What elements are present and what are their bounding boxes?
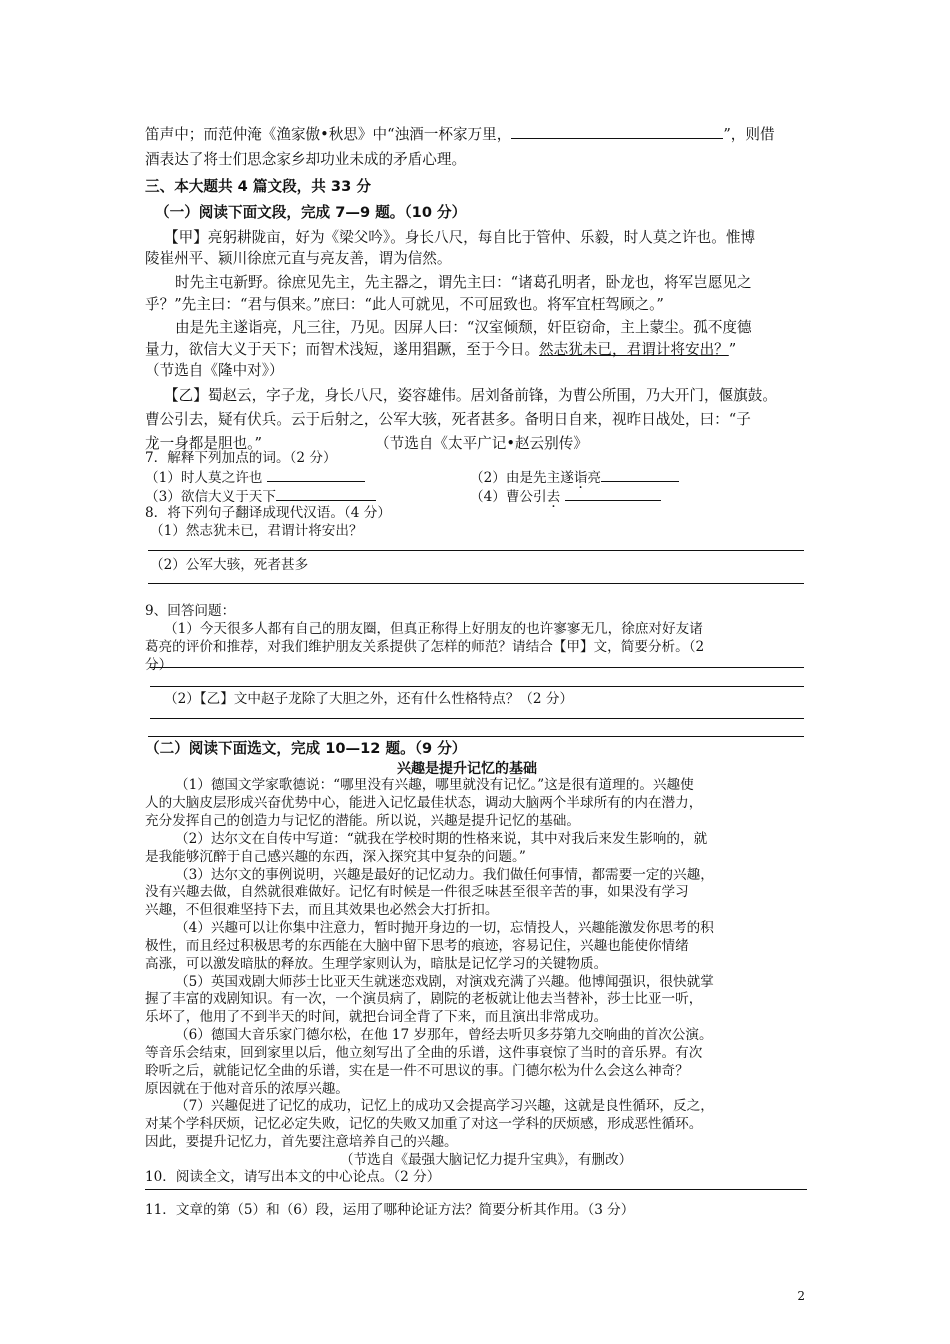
- yi-line3: 龙一身都是胆也。”: [145, 435, 262, 452]
- answer-line[interactable]: [148, 583, 804, 584]
- answer-line[interactable]: [150, 686, 804, 687]
- q7-blank-4[interactable]: [565, 485, 661, 501]
- answer-line[interactable]: [148, 736, 804, 737]
- article-line: 高涨，可以激发暗肽的释放。生理学家则认为，暗肽是记忆学习的关键物质。: [145, 956, 608, 972]
- article-line: 原因就在于他对音乐的浓厚兴趣。: [145, 1081, 349, 1097]
- article-line: 极性，而且经过积极思考的东西能在大脑中留下思考的痕迹，容易记住，兴趣也能使你情绪: [145, 938, 689, 954]
- article-line: （2）达尔文在自传中写道：“就我在学校时期的性格来说，其中对我后来发生影响的，就: [175, 831, 708, 847]
- article-title: 兴趣是提升记忆的基础: [397, 761, 537, 777]
- page-number: 2: [797, 1289, 805, 1303]
- q9-title: 9、回答问题：: [145, 603, 236, 619]
- q8-sentence-2: （2）公军大骇，死者甚多: [150, 557, 309, 573]
- q10-title: 10．阅读全文，请写出本文的中心论点。（2 分）: [145, 1169, 441, 1185]
- article-line: 等音乐会结束，回到家里以后，他立刻写出了全曲的乐谱，这件事衰惊了当时的音乐界。有次: [145, 1045, 703, 1061]
- part1-heading: （一）阅读下面文段，完成 7—9 题。（10 分）: [155, 204, 467, 221]
- article-line: （7）兴趣促进了记忆的成功，记忆上的成功又会提高学习兴趣，这就是良性循环，反之，: [175, 1098, 714, 1114]
- article-line: 对某个学科厌烦，记忆必定失败，记忆的失败又加重了对这一学科的厌烦感，形成恶性循环。: [145, 1116, 703, 1132]
- fill-blank[interactable]: [511, 123, 723, 139]
- part2-heading: （二）阅读下面选文，完成 10—12 题。（9 分）: [145, 740, 467, 757]
- yi-line1: 【乙】蜀赵云，字子龙，身长八尺，姿容雄伟。居刘备前锋，为曹公所围，乃大开门，偃旗鼓。: [164, 387, 777, 404]
- jia-p3-line1: 由是先主遂诣亮，凡三往，乃见。因屏人曰：“汉室倾颓，奸臣窃命，主上蒙尘。孤不度德: [175, 319, 752, 336]
- article-line: 没有兴趣去做，自然就很难做好。记忆有时候是一件很乏味甚至很辛苦的事，如果没有学习: [145, 884, 689, 900]
- q8-sentence-1: （1）然志犹未已，君谓计将安出？: [150, 523, 363, 539]
- q9-s1-line2: 葛亮的评价和推荐，对我们维护朋友关系提供了怎样的师范？请结合【甲】文，简要分析。（2: [145, 639, 705, 655]
- yi-line2: 曹公引去，疑有伏兵。云于后射之，公军大骇，死者甚多。备明日自来，视昨日战处，曰：“子: [145, 411, 751, 428]
- article-line: 是我能够沉醉于自己感兴趣的东西，深入探究其中复杂的问题。”: [145, 849, 526, 865]
- article-line: （6）德国大音乐家门德尔松，在他 17 岁那年，曾经去听贝多芬第九交响曲的首次公演。: [175, 1027, 713, 1043]
- q7-item-2: （2）由是先主遂诣亮: [470, 466, 679, 487]
- article-source: （节选自《最强大脑记忆力提升宝典》，有删改）: [340, 1152, 633, 1168]
- article-line: （5）英国戏剧大师莎士比亚天生就迷恋戏剧，对演戏充满了兴趣。他博闻强识，很快就掌: [175, 974, 714, 990]
- article-line: （3）达尔文的事例说明，兴趣是最好的记忆动力。我们做任何事情，都需要一定的兴趣，: [175, 867, 714, 883]
- q7-blank-1[interactable]: [267, 466, 365, 482]
- article-line: 因此，要提升记忆力，首先要注意培养自己的兴趣。: [145, 1134, 458, 1150]
- article-line: （1）德国文学家歌德说：“哪里没有兴趣，哪里就没有记忆。”这是很有道理的。兴趣使: [175, 777, 694, 793]
- q9-sentence-2: （2）【乙】文中赵子龙除了大胆之外，还有什么性格特点？（2 分）: [164, 691, 574, 707]
- yi-source: （节选自《太平广记•赵云别传》: [375, 435, 588, 452]
- jia-p2-line1: 时先主屯新野。徐庶见先主，先主器之，谓先主曰：“诸葛孔明者，卧龙也，将军岂愿见之: [175, 274, 752, 291]
- q7-title: 7．解释下列加点的词。（2 分）: [145, 450, 337, 466]
- q7-item-1: （1）时人莫之许也: [145, 466, 365, 487]
- answer-line[interactable]: [145, 1189, 807, 1190]
- intro-line-1: 笛声中；而范仲淹《渔家傲•秋思》中“浊酒一杯家万里， ”，则借: [145, 123, 775, 145]
- section-heading: 三、本大题共 4 篇文段，共 33 分: [145, 178, 371, 195]
- article-line: 充分发挥自己的创造力与记忆的潜能。所以说，兴趣是提升记忆的基础。: [145, 813, 580, 829]
- q9-s1-line1: （1）今天很多人都有自己的朋友圈，但真正称得上好朋友的也许寥寥无几，徐庶对好友诸: [164, 621, 703, 637]
- article-line: 人的大脑皮层形成兴奋优势中心，能进入记忆最佳状态，调动大脑两个半球所有的内在潜力，: [145, 795, 703, 811]
- q9-s1-line3: 分）: [145, 657, 173, 673]
- answer-line[interactable]: [148, 550, 804, 551]
- article-line: 乐坏了，他用了不到半天的时间，就把台词全背了下来，而且演出非常成功。: [145, 1009, 608, 1025]
- answer-line[interactable]: [150, 667, 804, 668]
- underlined-sentence: 然志犹未已，君谓计将安出？: [539, 341, 729, 358]
- article-line: 握了丰富的戏剧知识。有一次，一个演员病了，剧院的老板就让他去当替补，莎士比亚一听，: [145, 991, 703, 1007]
- intro-line-2: 酒表达了将士们思念家乡却功业未成的矛盾心理。: [145, 151, 467, 168]
- jia-p3-line2: 量力，欲信大义于天下；而智术浅短，遂用猖蹶，至于今日。然志犹未已，君谓计将安出？”: [145, 341, 737, 358]
- answer-line[interactable]: [150, 718, 804, 719]
- jia-source: （节选自《隆中对》）: [145, 362, 284, 379]
- article-line: （4）兴趣可以让你集中注意力，暂时抛开身边的一切，忘情投人，兴趣能激发你思考的积: [175, 920, 714, 936]
- q8-title: 8．将下列句子翻译成现代汉语。（4 分）: [145, 505, 391, 521]
- q7-item-3: （3）欲信大义于天下: [145, 485, 376, 506]
- jia-p1-line2: 陵崔州平、颍川徐庶元直与亮友善，谓为信然。: [145, 250, 452, 267]
- q7-item-4: （4）曹公引去: [470, 485, 661, 506]
- q11-title: 11．文章的第（5）和（6）段，运用了哪种论证方法？简要分析其作用。（3 分）: [145, 1202, 635, 1218]
- jia-p2-line2: 乎？”先主曰：“君与俱来。”庶曰：“此人可就见，不可屈致也。将军宜枉驾顾之。”: [145, 296, 664, 313]
- jia-p1-line1: 【甲】亮躬耕陇亩，好为《梁父吟》。身长八尺，每自比于管仲、乐毅，时人莫之许也。惟博: [164, 229, 756, 246]
- q7-blank-3[interactable]: [276, 485, 376, 501]
- q7-blank-2[interactable]: [601, 466, 679, 482]
- article-line: 聆听之后，就能记忆全曲的乐谱，实在是一件不可思议的事。门德尔松为什么会这么神奇？: [145, 1063, 689, 1079]
- article-line: 兴趣，不但很难坚持下去，而且其效果也必然会大打折扣。: [145, 902, 499, 918]
